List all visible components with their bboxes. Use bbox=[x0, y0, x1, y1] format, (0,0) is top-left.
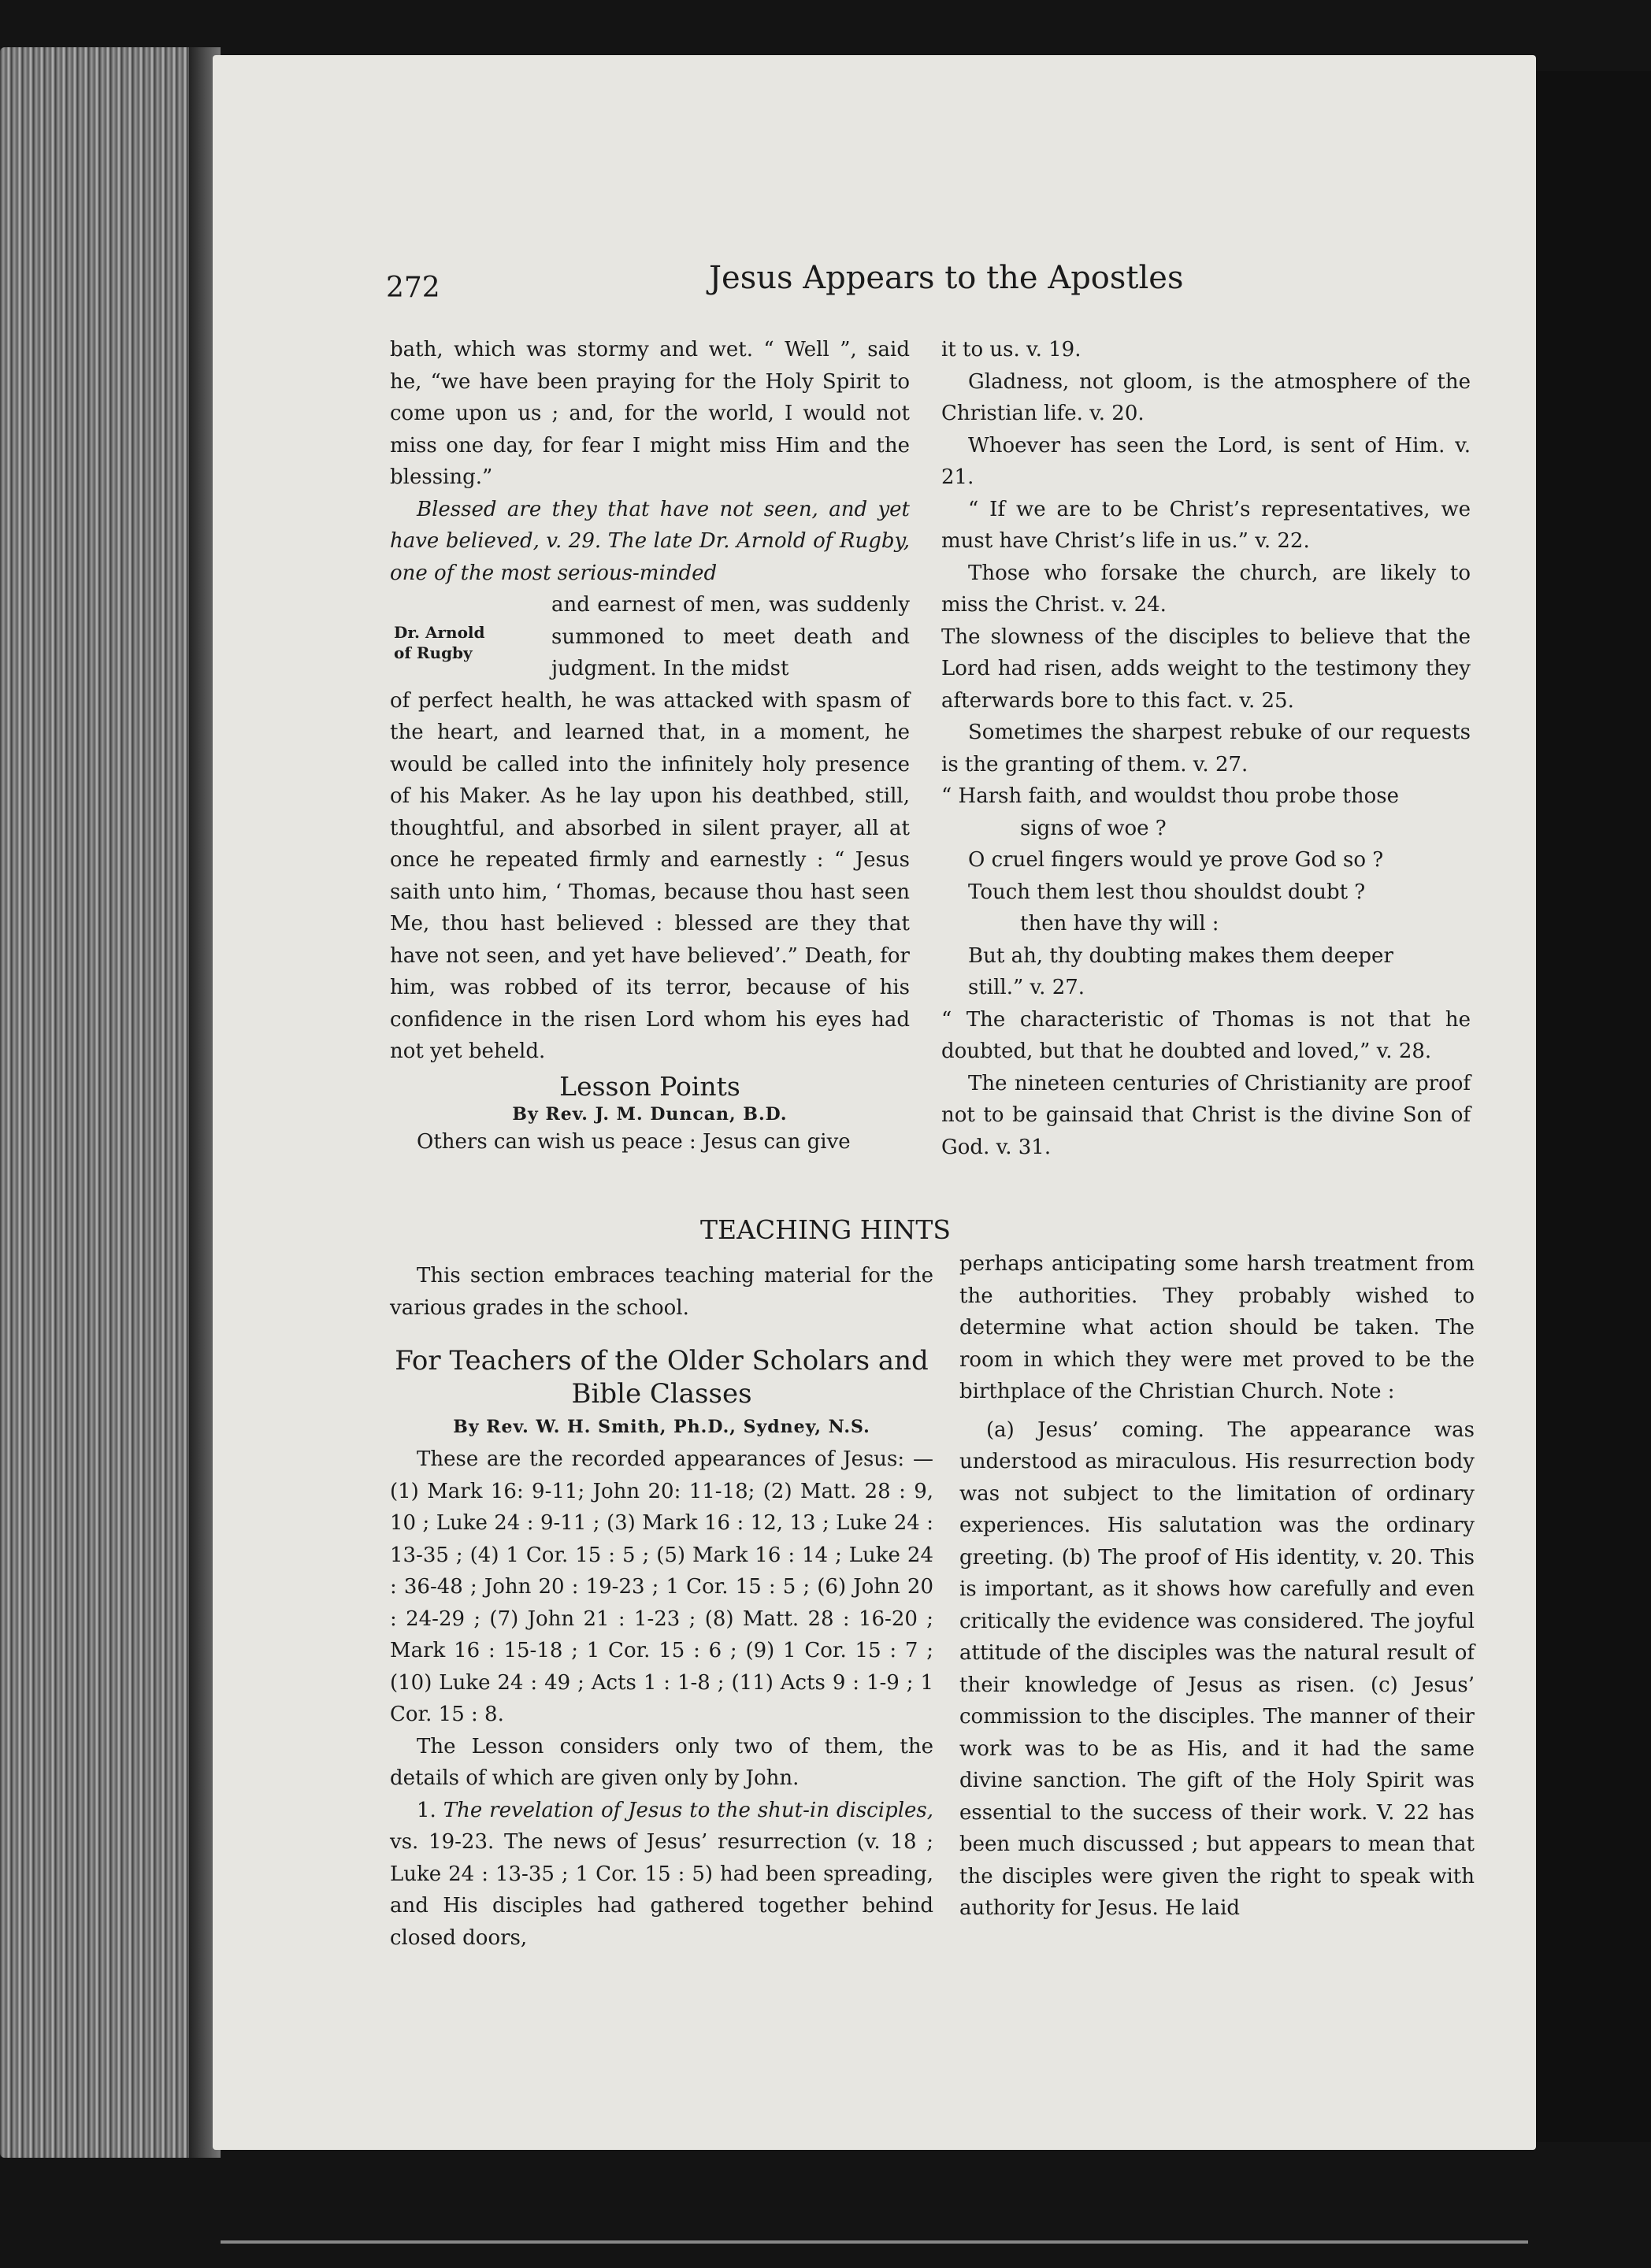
paragraph: Gladness, not gloom, is the atmosphere of the Christian life. v. 20. bbox=[941, 369, 1471, 425]
page-number: 272 bbox=[386, 272, 440, 304]
teaching-hints-heading: TEACHING HINTS bbox=[699, 1214, 952, 1245]
paragraph: The nineteen centuries of Christianity are proof not to be gainsaid that Christ is the divine Son of God. v. 31. bbox=[941, 1071, 1471, 1159]
paragraph: These are the recorded appearances of Jesus: —(1) Mark 16: 9-11; John 20: 11-18; (2) Matt. 28 : 9, 10 ; Luke 24 : 9-11 ; (3) Mark 16 : 12, 13 ; Luke 24 : 13-35 ; (4) 1 Cor. 15 : 5 ; (5) Mark 16 : 14 ; Luke 24 : 36-48 ; John 20 : 19-23 ; 1 Cor. 15 : 5 ; (6) John 20 : 24-29 ; (7) John 21 : 1-23 ; (8) Matt. 28 : 16-20 ; Mark 16 : 15-18 ; 1 Cor. 15 : 6 ; (9) 1 Cor. 15 : 7 ; (10) Luke 24 : 49 ; Acts 1 : 1-8 ; (11) Acts 9 : 1-9 ; 1 Cor. 15 : 8. bbox=[390, 1447, 933, 1726]
verse-line: O cruel fingers would ye prove God so ? bbox=[968, 848, 1384, 872]
italic-phrase: The revelation of Jesus to the shut-in disciples, bbox=[443, 1798, 934, 1822]
verse-line: then have thy will : bbox=[1020, 912, 1219, 936]
paragraph: Whoever has seen the Lord, is sent of Him. v. 21. bbox=[941, 433, 1471, 489]
page-bottom-edge bbox=[221, 2240, 1528, 2244]
paragraph: Sometimes the sharpest rebuke of our requests is the granting of them. v. 27. bbox=[941, 721, 1471, 776]
verse-quote bbox=[941, 780, 1471, 1004]
section-heading: For Teachers of the Older Scholars and Bible Classes bbox=[395, 1345, 929, 1410]
section-byline: By Rev. W. H. Smith, Ph.D., Sydney, N.S. bbox=[453, 1417, 870, 1437]
paragraph: The Lesson considers only two of them, the details of which are given only by John. bbox=[390, 1734, 933, 1790]
book-page-edges bbox=[0, 47, 197, 2158]
right-background bbox=[1536, 71, 1651, 2142]
paragraph: Others can wish us peace : Jesus can give bbox=[417, 1129, 851, 1154]
paragraph bbox=[390, 494, 910, 590]
verse-line: signs of woe ? bbox=[1020, 816, 1167, 840]
paragraph: (a) Jesus’ coming. The appearance was understood as miraculous. His resurrection body was not subject to the limitation of ordinary experiences. His salutation was the ordinary greeting. (b) The proof of His identity, v. 20. This is important, as it shows how carefully and even critically the evidence was considered. The joyful attitude of the disciples was the natural result of their knowledge of Jesus as risen. (c) Jesus’ commission to the disciples. The manner of their work was to be as His, and it had the same divine sanction. The gift of the Holy Spirit was essential to the success of their work. V. 22 has been much discussed ; but appears to mean that the disciples were given the right to speak with authority for Jesus. He laid bbox=[959, 1418, 1475, 1920]
right-column-bottom bbox=[959, 1248, 1475, 1925]
paragraph: of perfect health, he was attacked with spasm of the heart, and learned that, in a moment, he would be called into the infinitely holy presence of his Maker. As he lay upon his deathbed, still, thoughtful, and absorbed in silent prayer, all at once he repeated firmly and earnestly : “ Jesus saith unto him, ‘ Thomas, because thou hast seen Me, thou hast believed : blessed are they that have not seen, and yet have believed’.” Death, for him, was robbed of its terror, because of his confidence in the risen Lord whom his eyes had not yet beheld. bbox=[390, 688, 910, 1063]
paragraph: it to us. v. 19. bbox=[941, 338, 1081, 361]
paragraph: “ The characteristic of Thomas is not that he doubted, but that he doubted and loved,” v. 28. bbox=[941, 1007, 1471, 1063]
right-column-top bbox=[941, 334, 1471, 1163]
paragraph: “ If we are to be Christ’s representatives, we must have Christ’s life in us.” v. 22. bbox=[941, 497, 1471, 553]
left-column-bottom bbox=[390, 1260, 933, 1954]
paragraph: bath, which was stormy and wet. “ Well ”, said he, “we have been praying for the Holy Spirit to come upon us ; and, for the world, I would not miss one day, for fear I might miss Him and the blessing.” bbox=[390, 338, 910, 489]
paragraph: perhaps anticipating some harsh treatment from the authorities. They probably wished to determine what action should be taken. The room in which they were met proved to be the birthplace of the Christian Church. Note : bbox=[959, 1252, 1475, 1403]
lesson-points-heading: Lesson Points bbox=[559, 1070, 740, 1102]
paragraph: and earnest of men, was suddenly summoned to meet death and judgment. In the midst bbox=[551, 593, 910, 680]
left-column-top bbox=[390, 334, 910, 1158]
running-title: Jesus Appears to the Apostles bbox=[709, 260, 1184, 296]
verse-line: Touch them lest thou shouldst doubt ? bbox=[968, 880, 1366, 904]
lesson-points-byline: By Rev. J. M. Duncan, B.D. bbox=[512, 1103, 788, 1125]
verse-line: still.” v. 27. bbox=[968, 976, 1085, 999]
paragraph-text: Blessed are they that have not seen, and yet have believed, v. 29. The late Dr. Arnold of Rugby, one of the most serious-minded bbox=[390, 497, 910, 585]
paragraph: Those who forsake the church, are likely to miss the Christ. v. 24. bbox=[941, 561, 1471, 617]
paragraph bbox=[390, 1795, 933, 1955]
verse-line: “ Harsh faith, and wouldst thou probe those bbox=[941, 784, 1399, 808]
paragraph: This section embraces teaching material for the various grades in the school. bbox=[390, 1264, 933, 1320]
paragraph: The slowness of the disciples to believe that the Lord had risen, adds weight to the testimony they afterwards bore to this fact. v. 25. bbox=[941, 624, 1471, 713]
verse-line: But ah, thy doubting makes them deeper bbox=[968, 943, 1393, 968]
list-number: 1. bbox=[417, 1798, 436, 1822]
paragraph-text: vs. 19-23. The news of Jesus’ resurrection (v. 18 ; Luke 24 : 13-35 ; 1 Cor. 15 : 5) had been spreading, and His disciples had gathered together behind closed doors, bbox=[390, 1830, 933, 1950]
side-note: Dr. Arnold of Rugby bbox=[394, 623, 485, 662]
